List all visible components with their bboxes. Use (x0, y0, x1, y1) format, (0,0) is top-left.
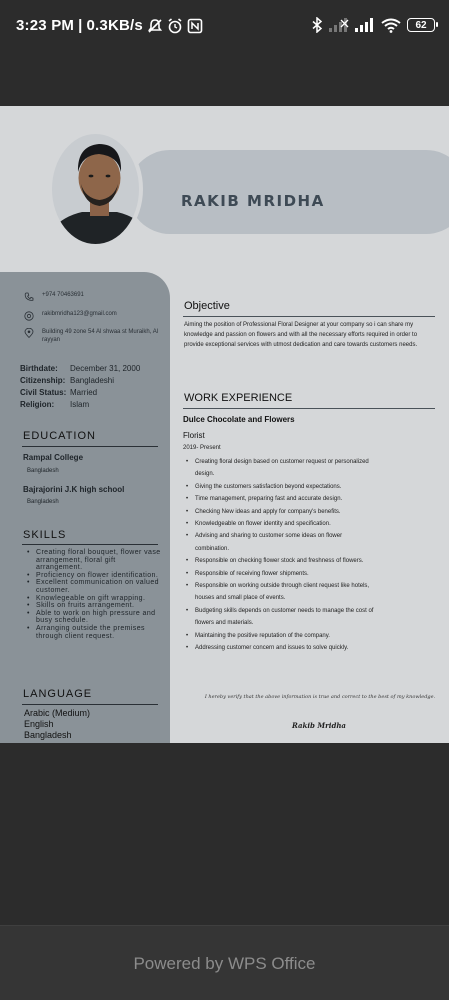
list-item: flowers and materials. (195, 620, 254, 627)
battery-icon: 62 (407, 18, 435, 32)
list-item: • Arranging outside the premises through client request. (24, 625, 162, 640)
job-role: Florist (183, 431, 205, 440)
nfc-icon (187, 18, 203, 34)
education-country: Bangladesh (27, 468, 59, 474)
list-item: • Advising and sharing to customer some ideas on flower (186, 530, 436, 542)
wps-footer (0, 925, 449, 1000)
phone-text: +974 70463691 (42, 292, 84, 298)
avatar (52, 134, 143, 248)
phone-icon (24, 292, 34, 302)
language-rule (22, 704, 158, 705)
info-value: December 31, 2000 (70, 364, 141, 373)
list-item: • Responsible on working outside through client request like hotels, (186, 580, 436, 592)
list-item: • Knowledgeable on flower identity and specification. (186, 518, 436, 530)
mute-icon (147, 18, 163, 34)
list-item: • Proficiency on flower identification. (24, 572, 162, 580)
contact-address (24, 328, 164, 344)
email-text: rakibmridha123@gmail.com (42, 311, 117, 317)
list-item: • Checking New ideas and apply for company's benefits. (186, 506, 436, 518)
education-school: Rampal College (23, 453, 84, 462)
contact-phone (24, 292, 84, 302)
list-item: houses and small place of events. (195, 595, 286, 602)
company-name: Dulce Chocolate and Flowers (183, 415, 295, 424)
education-rule (22, 446, 158, 447)
status-bar (0, 0, 449, 55)
skills-list (24, 549, 162, 640)
list-item: • Skills on fruits arrangement. (24, 602, 162, 610)
info-birthdate (20, 364, 140, 373)
verification-text: I hereby verify that the above information is true and correct to the best of my knowledge. (204, 694, 436, 700)
profile-photo (48, 130, 143, 248)
info-label: Civil Status: (20, 388, 67, 397)
job-period: 2019- Present (183, 445, 221, 451)
location-icon (24, 328, 34, 338)
list-item: design. (195, 471, 215, 478)
info-label: Birthdate: (20, 364, 58, 373)
info-religion (20, 400, 89, 409)
info-citizenship (20, 376, 114, 385)
skills-title: SKILLS (23, 529, 67, 541)
list-item: • Knowlegeable on gift wrapping. (24, 595, 162, 603)
wifi-icon (381, 18, 401, 33)
language-item: Bangladesh (24, 730, 72, 740)
list-item: • Creating floral design based on customer request or personalized (186, 456, 436, 468)
language-item: Arabic (Medium) (24, 708, 91, 718)
info-label: Religion: (20, 400, 55, 409)
alarm-icon (167, 18, 183, 34)
signal-icon (355, 18, 375, 32)
list-item: • Responsible of receiving flower shipments. (186, 568, 436, 580)
info-value: Islam (70, 400, 90, 409)
resume-name: RAKIB MRIDHA (181, 192, 325, 210)
list-item: • Creating floral bouquet, flower vase arrangement, floral gift arrangement. (24, 549, 162, 572)
bluetooth-icon (311, 17, 323, 33)
at-icon (24, 311, 34, 321)
experience-title: WORK EXPERIENCE (184, 392, 293, 404)
contact-email (24, 311, 117, 321)
objective-title: Objective (184, 300, 230, 312)
experience-rule (183, 408, 435, 409)
list-item: • Maintaining the positive reputation of the company. (186, 630, 436, 642)
skills-rule (22, 544, 158, 545)
list-item: • Giving the customers satisfaction beyond expectations. (186, 481, 436, 493)
objective-rule (183, 316, 435, 317)
status-separator: | (78, 17, 83, 34)
footer-text: Powered by WPS Office (133, 954, 316, 973)
education-title: EDUCATION (23, 430, 96, 442)
sidebar (0, 272, 170, 743)
list-item: • Addressing customer concern and issues to solve quickly. (186, 642, 436, 654)
list-item: • Able to work on high pressure and busy schedule. (24, 610, 162, 625)
address-text: Building 49 zone 54 Al shwaa st Muraikh, Al rayyan (42, 329, 159, 343)
signal-icon (329, 18, 349, 32)
language-title: LANGUAGE (23, 688, 93, 700)
list-item: • Time management, preparing fast and accurate design. (186, 493, 436, 505)
info-civil-status (20, 388, 97, 397)
objective-text: Aiming the position of Professional Floral Designer at your company so i can share my knowledge and passion on flowers and with all the necessary efforts required in order to provide exceptional services with utmost dedication and care towards customers needs. (184, 322, 418, 348)
list-item: • Responsible on checking flower stock and freshness of flowers. (186, 555, 436, 567)
status-right (311, 17, 435, 33)
info-value: Bangladeshi (70, 376, 115, 385)
status-left (16, 17, 203, 34)
document-page[interactable] (0, 106, 449, 743)
status-time: 3:23 PM (16, 17, 75, 34)
list-item: • Budgeting skills depends on customer needs to manage the cost of (186, 605, 436, 617)
duties-list (186, 456, 436, 655)
education-country: Bangladesh (27, 499, 59, 505)
status-speed: 0.3KB/s (86, 17, 143, 34)
info-label: Citizenship: (20, 376, 66, 385)
education-school: Bajrajorini J.K high school (23, 485, 125, 494)
signature-text: Rakib Mridha (292, 721, 346, 730)
info-value: Married (70, 388, 98, 397)
list-item: combination. (195, 545, 230, 552)
list-item: • Excellent communication on valued customer. (24, 579, 162, 594)
language-item: English (24, 719, 54, 729)
